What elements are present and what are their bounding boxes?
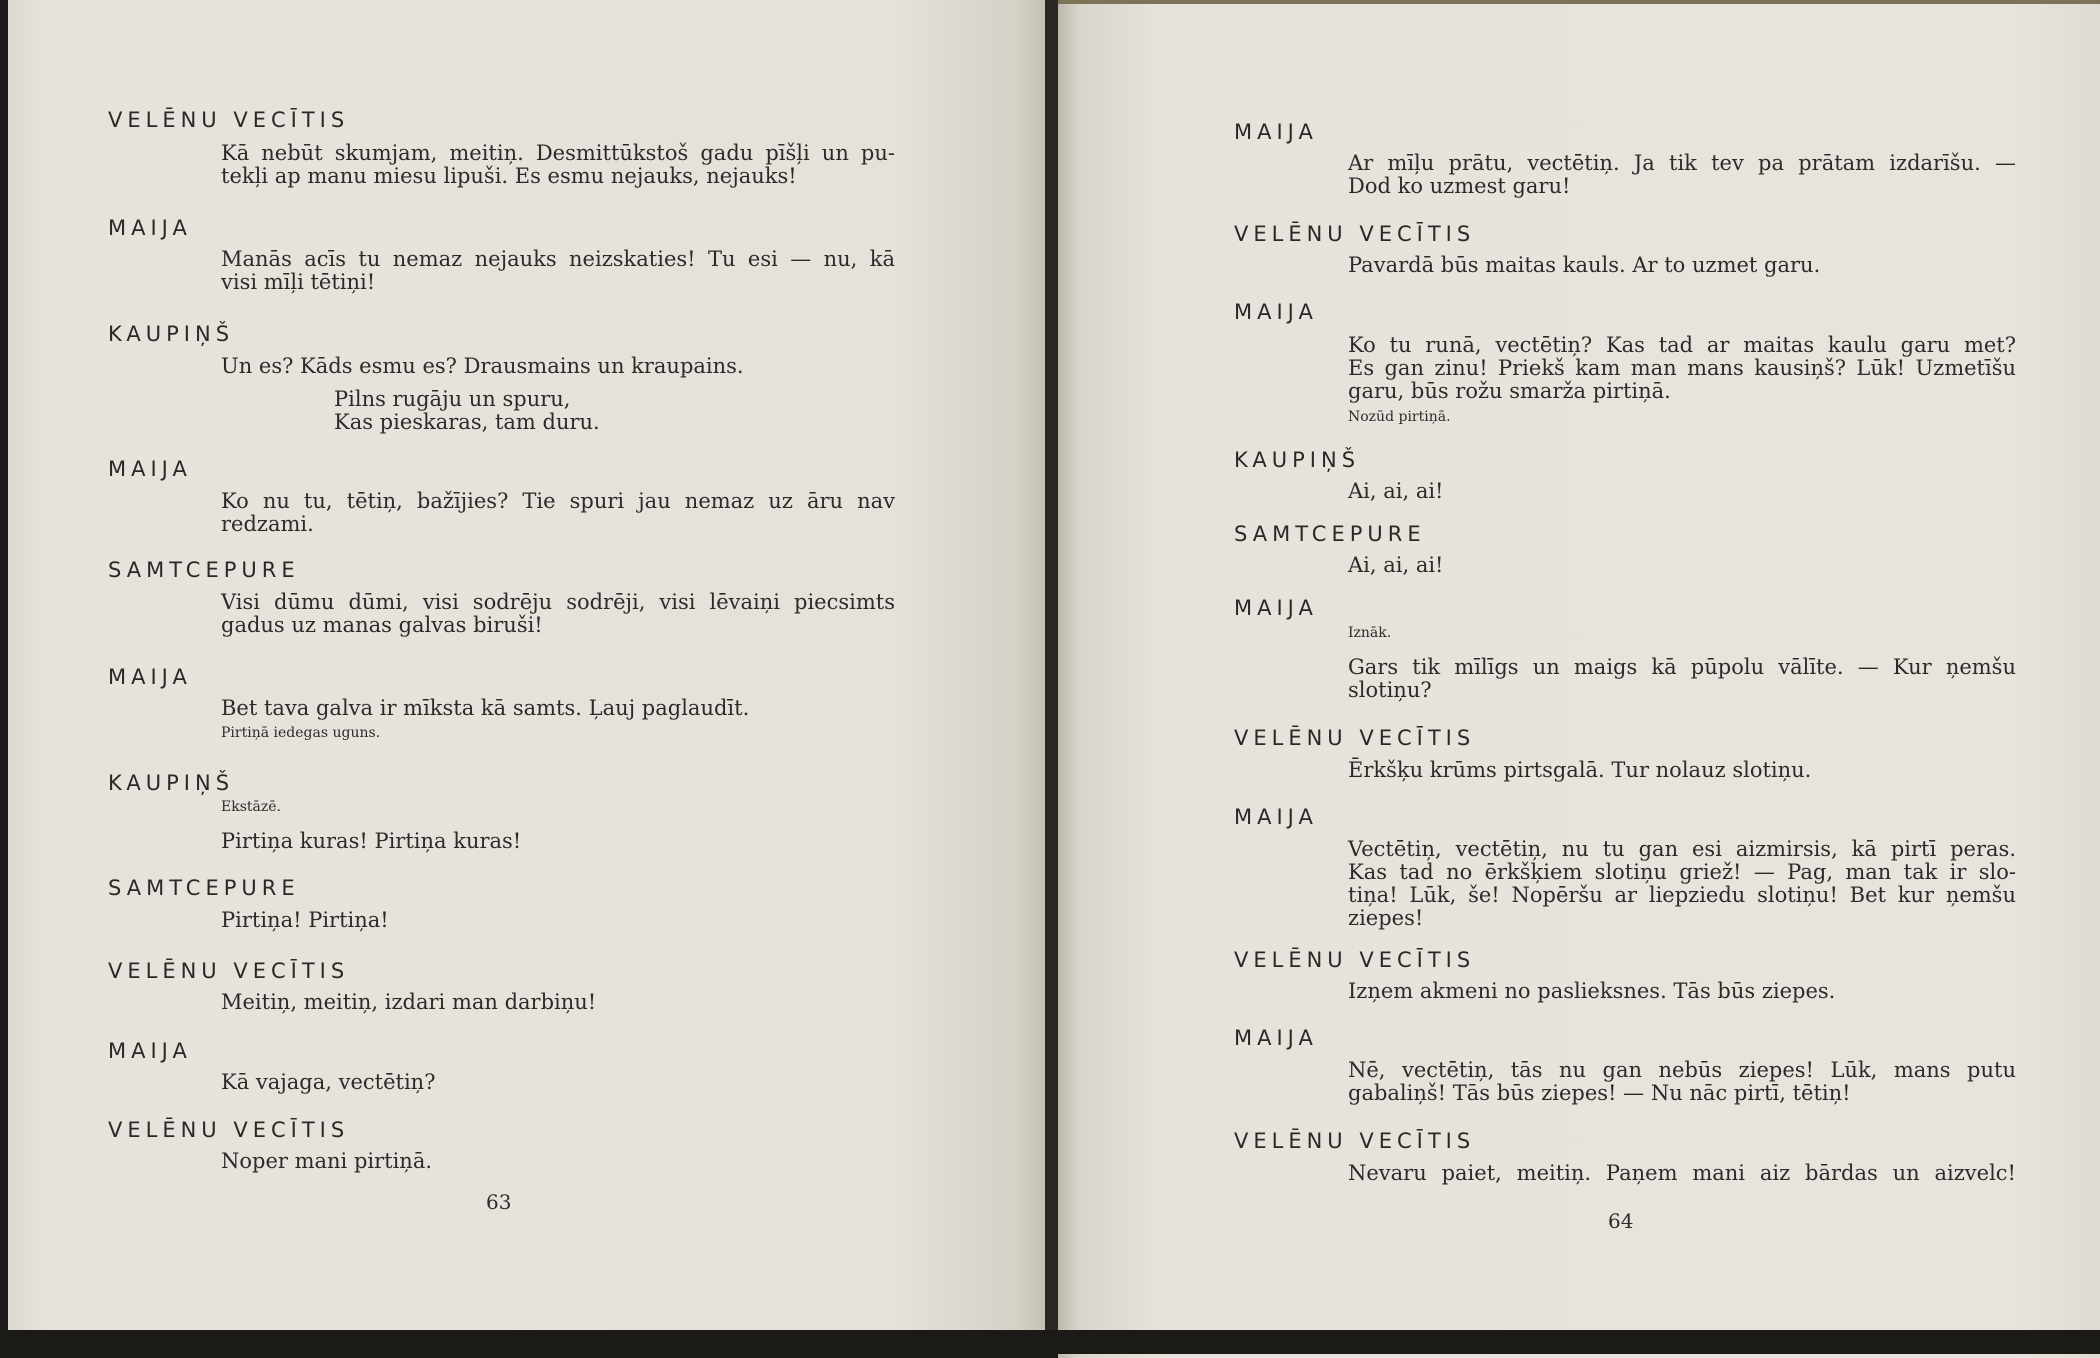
stage-direction: Pirtiņā iedegas uguns.	[221, 725, 381, 741]
speaker-name: MAIJA	[1234, 120, 1318, 144]
speaker-name: VELĒNU VECĪTIS	[1234, 1129, 1476, 1153]
dialogue-line: tekļi ap manu miesu lipuši. Es esmu nejauks, nejauks!	[221, 164, 797, 188]
dialogue-line: Ērkšķu krūms pirtsgalā. Tur nolauz slotiņu.	[1348, 758, 1812, 782]
speaker-name: VELĒNU VECĪTIS	[1234, 726, 1476, 750]
speaker-name: VELĒNU VECĪTIS	[1234, 948, 1476, 972]
scan-background	[0, 1330, 2100, 1354]
dialogue-line: Meitiņ, meitiņ, izdari man darbiņu!	[221, 990, 597, 1014]
dialogue-line: gabaliņš! Tās būs ziepes! — Nu nāc pirtī, tētiņ!	[1348, 1081, 1851, 1105]
speaker-name: VELĒNU VECĪTIS	[108, 1118, 350, 1142]
speaker-name: KAUPIŅŠ	[1234, 448, 1361, 472]
speaker-name: MAIJA	[1234, 596, 1318, 620]
speaker-name: VELĒNU VECĪTIS	[1234, 222, 1476, 246]
speaker-name: MAIJA	[1234, 1026, 1318, 1050]
dialogue-line: Kas tad no ērkšķiem slotiņu griež! — Pag, man tak ir slo-	[1348, 860, 2016, 884]
verse-line: Kas pieskaras, tam duru.	[334, 410, 600, 434]
dialogue-line: Dod ko uzmest garu!	[1348, 174, 1571, 198]
dialogue-line: Ai, ai, ai!	[1348, 553, 1444, 577]
dialogue-line: visi mīļi tētiņi!	[221, 270, 376, 294]
dialogue-line: garu, būs rožu smarža pirtiņā.	[1348, 379, 1671, 403]
speaker-name: VELĒNU VECĪTIS	[108, 959, 350, 983]
speaker-name: SAMTCEPURE	[1234, 522, 1426, 546]
speaker-name: MAIJA	[108, 457, 192, 481]
speaker-name: MAIJA	[108, 1039, 192, 1063]
stage-direction: Nozūd pirtiņā.	[1348, 409, 1451, 425]
page-number: 63	[486, 1190, 512, 1214]
dialogue-line: Vectētiņ, vectētiņ, nu tu gan esi aizmirsis, kā pirtī peras.	[1348, 837, 2016, 861]
dialogue-line: Izņem akmeni no paslieksnes. Tās būs ziepes.	[1348, 979, 1836, 1003]
dialogue-line: Gars tik mīlīgs un maigs kā pūpolu vālīte. — Kur ņemšu	[1348, 655, 2016, 679]
dialogue-line: Ko tu runā, vectētiņ? Kas tad ar maitas kaulu garu met?	[1348, 333, 2016, 357]
book-gutter	[1045, 0, 1058, 1354]
speaker-name: SAMTCEPURE	[108, 876, 300, 900]
dialogue-line: Nē, vectētiņ, tās nu gan nebūs ziepes! Lūk, mans putu	[1348, 1058, 2016, 1082]
verse-line: Pilns rugāju un spuru,	[334, 387, 571, 411]
dialogue-line: Ko nu tu, tētiņ, bažījies? Tie spuri jau nemaz uz āru nav	[221, 489, 895, 513]
dialogue-line: Un es? Kāds esmu es? Drausmains un kraupains.	[221, 354, 744, 378]
speaker-name: MAIJA	[1234, 300, 1318, 324]
dialogue-line: Pirtiņa kuras! Pirtiņa kuras!	[221, 829, 522, 853]
speaker-name: MAIJA	[1234, 805, 1318, 829]
dialogue-line: Ai, ai, ai!	[1348, 479, 1444, 503]
speaker-name: KAUPIŅŠ	[108, 322, 235, 346]
right-page	[1058, 4, 2100, 1358]
dialogue-line: Es gan zinu! Priekš kam man mans kausiņš? Lūk! Uzmetīšu	[1348, 356, 2016, 380]
dialogue-line: redzami.	[221, 512, 314, 536]
page-number: 64	[1608, 1209, 1634, 1233]
stage-direction: Iznāk.	[1348, 625, 1392, 641]
left-page	[8, 0, 1045, 1354]
stage-direction: Ekstāzē.	[221, 799, 281, 815]
dialogue-line: Visi dūmu dūmi, visi sodrēju sodrēji, visi lēvaiņi piecsimts	[221, 590, 895, 614]
dialogue-line: Kā nebūt skumjam, meitiņ. Desmittūkstoš gadu pīšļi un pu-	[221, 141, 895, 165]
dialogue-line: tiņa! Lūk, še! Nopēršu ar liepziedu slotiņu! Bet kur ņemšu	[1348, 883, 2016, 907]
dialogue-line: Noper mani pirtiņā.	[221, 1149, 433, 1173]
dialogue-line: Ar mīļu prātu, vectētiņ. Ja tik tev pa prātam izdarīšu. —	[1348, 151, 2016, 175]
speaker-name: MAIJA	[108, 216, 192, 240]
speaker-name: MAIJA	[108, 665, 192, 689]
speaker-name: SAMTCEPURE	[108, 558, 300, 582]
dialogue-line: Pavardā būs maitas kauls. Ar to uzmet garu.	[1348, 253, 1821, 277]
speaker-name: KAUPIŅŠ	[108, 771, 235, 795]
dialogue-line: gadus uz manas galvas biruši!	[221, 613, 543, 637]
dialogue-line: Nevaru paiet, meitiņ. Paņem mani aiz bārdas un aizvelc!	[1348, 1161, 2016, 1185]
dialogue-line: Bet tava galva ir mīksta kā samts. Ļauj paglaudīt.	[221, 696, 750, 720]
dialogue-line: ziepes!	[1348, 906, 1424, 930]
dialogue-line: Manās acīs tu nemaz nejauks neizskaties! Tu esi — nu, kā	[221, 247, 895, 271]
dialogue-line: Pirtiņa! Pirtiņa!	[221, 908, 389, 932]
dialogue-line: Kā vajaga, vectētiņ?	[221, 1070, 436, 1094]
speaker-name: VELĒNU VECĪTIS	[108, 108, 350, 132]
dialogue-line: slotiņu?	[1348, 678, 1432, 702]
